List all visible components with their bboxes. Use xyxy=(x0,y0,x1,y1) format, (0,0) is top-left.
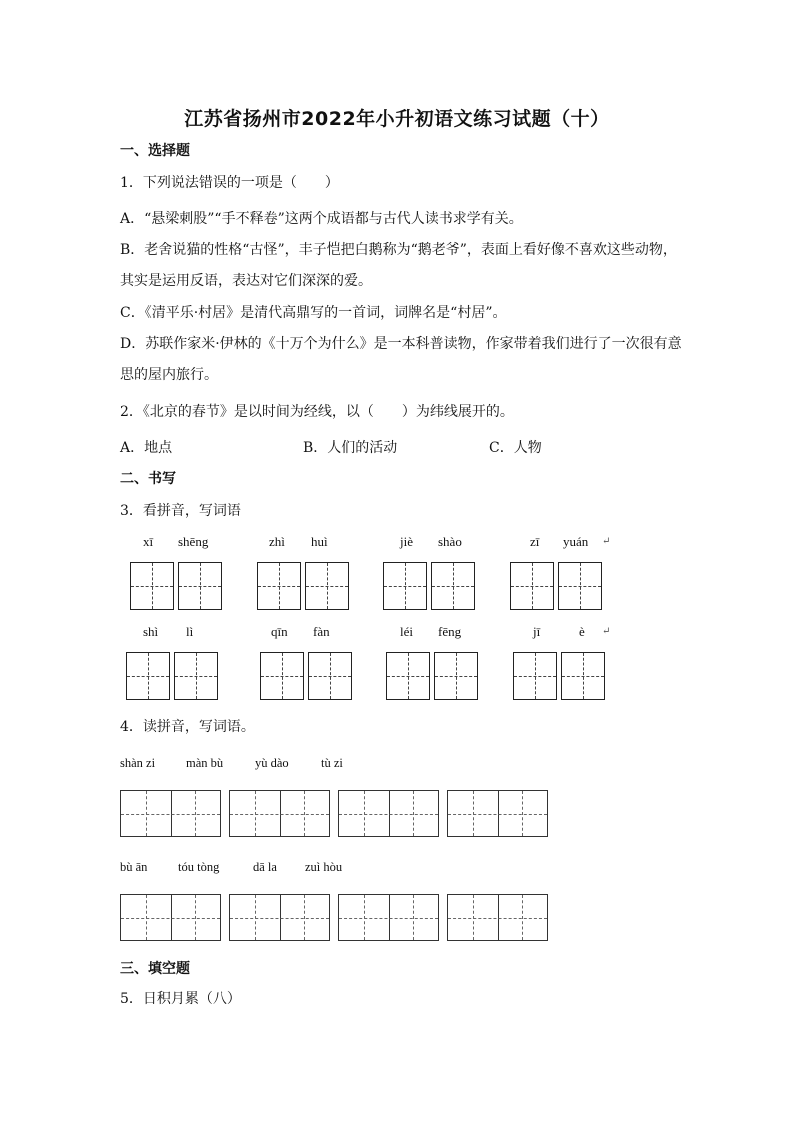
return-mark: ↵ xyxy=(602,536,611,547)
pinyin-label: tù zi xyxy=(321,756,343,770)
writing-grid-box[interactable] xyxy=(120,790,221,837)
pinyin-label: dā la xyxy=(253,860,277,874)
pinyin-label: fàn xyxy=(313,624,330,639)
writing-grid-cell[interactable] xyxy=(513,652,557,700)
writing-grid-cell[interactable] xyxy=(126,652,170,700)
pinyin-label: jiè xyxy=(400,534,413,549)
writing-grid-cell[interactable] xyxy=(558,562,602,610)
pinyin-label: xī xyxy=(143,534,154,549)
pinyin-label: léi xyxy=(400,624,413,639)
writing-grid-box[interactable] xyxy=(447,894,548,941)
question-1-option-c: C．《清平乐·村居》是清代高鼎写的一首词，词牌名是“村居”。 xyxy=(120,305,507,321)
pinyin-label: lì xyxy=(186,624,194,639)
writing-grid-cell[interactable] xyxy=(510,562,554,610)
pinyin-label: zī xyxy=(530,534,540,549)
pinyin-label: yù dào xyxy=(255,756,289,770)
question-3-stem: 3．看拼音，写词语 xyxy=(120,503,241,519)
pinyin-label: zuì hòu xyxy=(305,860,343,874)
writing-grid-cell[interactable] xyxy=(257,562,301,610)
pinyin-label: huì xyxy=(311,534,328,549)
pinyin-label: yuán xyxy=(563,534,589,549)
writing-grid-box[interactable] xyxy=(447,790,548,837)
pinyin-label: tóu tòng xyxy=(178,860,220,874)
question-4-stem: 4．读拼音，写词语。 xyxy=(120,719,255,735)
section-heading-fill-in: 三、填空题 xyxy=(120,961,190,977)
writing-grid-box[interactable] xyxy=(229,790,330,837)
writing-grid-box[interactable] xyxy=(229,894,330,941)
pinyin-label: shēng xyxy=(178,534,209,549)
pinyin-label: è xyxy=(579,624,585,639)
pinyin-label: shào xyxy=(438,534,462,549)
question-1-option-d-line1: D．苏联作家米·伊林的《十万个为什么》是一本科普读物，作家带着我们进行了一次很有意 xyxy=(120,336,682,352)
writing-grid-box[interactable] xyxy=(120,894,221,941)
question-1-option-b-line2: 其实是运用反语，表达对它们深深的爱。 xyxy=(120,273,372,289)
pinyin-label: màn bù xyxy=(186,756,224,770)
pinyin-label: qīn xyxy=(271,624,288,639)
writing-grid-cell[interactable] xyxy=(383,562,427,610)
question-1-option-b-line1: B．老舍说猫的性格“古怪”，丰子恺把白鹅称为“鹅老爷”，表面上看好像不喜欢这些动物， xyxy=(120,242,677,258)
writing-grid-cell[interactable] xyxy=(434,652,478,700)
writing-grid-box[interactable] xyxy=(338,894,439,941)
question-5-stem: 5．日积月累（八） xyxy=(120,991,241,1007)
writing-grid-cell[interactable] xyxy=(305,562,349,610)
writing-grid-box[interactable] xyxy=(338,790,439,837)
question-1-stem: 1．下列说法错误的一项是（ ） xyxy=(120,175,339,191)
writing-grid-cell[interactable] xyxy=(561,652,605,700)
writing-grid-cell[interactable] xyxy=(178,562,222,610)
writing-grid-cell[interactable] xyxy=(130,562,174,610)
question-2-option-a: A．地点 xyxy=(120,440,173,456)
writing-grid-cell[interactable] xyxy=(174,652,218,700)
question-1-option-d-line2: 思的屋内旅行。 xyxy=(120,367,218,383)
section-heading-choice: 一、选择题 xyxy=(120,143,190,159)
question-2-stem: 2．《北京的春节》是以时间为经线，以（ ）为纬线展开的。 xyxy=(120,404,514,420)
page-title: 江苏省扬州市2022年小升初语文练习试题（十） xyxy=(184,108,610,130)
pinyin-label: bù ān xyxy=(120,860,148,874)
writing-grid-cell[interactable] xyxy=(386,652,430,700)
pinyin-label: zhì xyxy=(269,534,285,549)
pinyin-label: shàn zi xyxy=(120,756,156,770)
question-1-option-a: A．“悬梁刺股”“手不释卷”这两个成语都与古代人读书求学有关。 xyxy=(120,211,523,227)
return-mark: ↵ xyxy=(602,626,611,637)
writing-grid-cell[interactable] xyxy=(308,652,352,700)
question-2-option-c: C．人物 xyxy=(489,440,542,456)
section-heading-writing: 二、书写 xyxy=(120,471,176,487)
pinyin-label: shì xyxy=(143,624,159,639)
question-2-option-b: B．人们的活动 xyxy=(303,440,398,456)
pinyin-label: fēng xyxy=(438,624,462,639)
pinyin-label: jī xyxy=(533,624,541,639)
writing-grid-cell[interactable] xyxy=(260,652,304,700)
writing-grid-cell[interactable] xyxy=(431,562,475,610)
